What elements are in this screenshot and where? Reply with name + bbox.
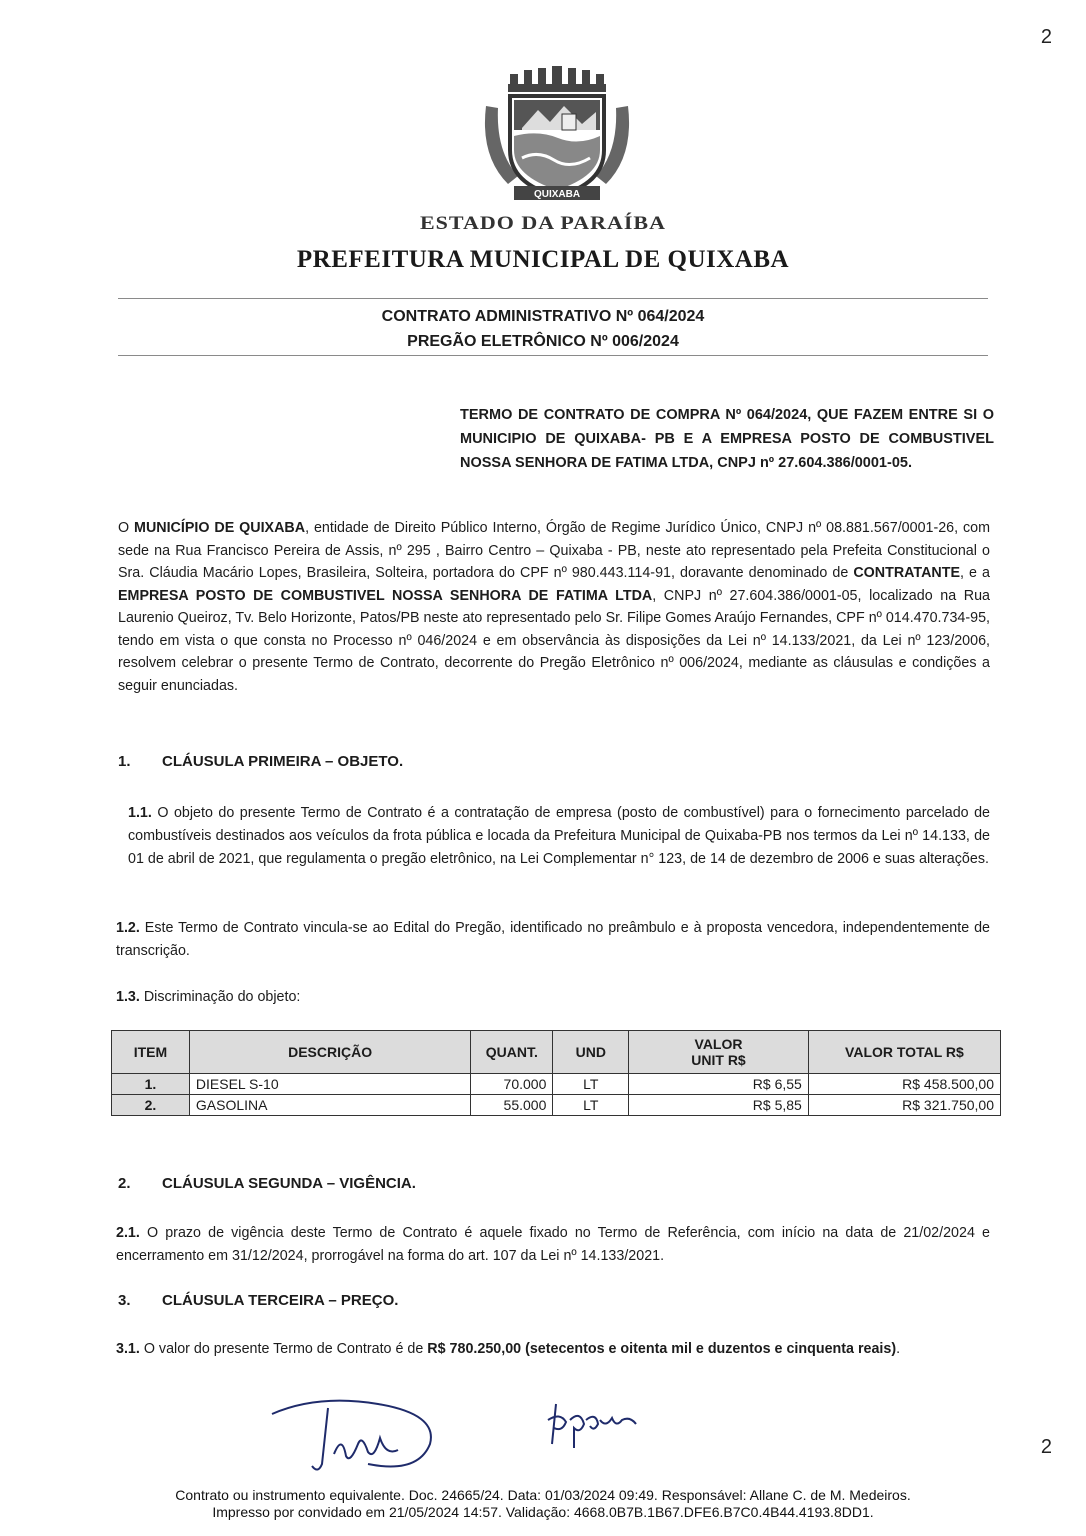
preamble-text: , e a <box>960 565 990 581</box>
items-table <box>111 1030 1001 1116</box>
divider <box>118 298 988 299</box>
cell-quant: 70.000 <box>471 1074 553 1095</box>
col-descricao: DESCRIÇÃO <box>189 1031 470 1074</box>
preamble-text: , CNPJ nº 27.604.386/0001-05, localizado na Rua Laurenio Queiroz, Tv. Belo Horizonte, Patos/PB neste ato representado pelo Sr. Filipe Gomes Araújo Fernandes, CPF nº 014.470.734-95, tendo em vista o que consta no Processo nº 046/2024 e em observância às disposições da Lei nº 14.133/2021, da Lei nº 123/2006, resolvem celebrar o presente Termo de Contrato, decorrente do Pregão Eletrônico nº 006/2024, mediante as cláusulas e condições a seguir enunciadas. <box>118 587 990 694</box>
table-row <box>112 1074 1001 1095</box>
validation-footer <box>0 1487 1086 1521</box>
footer-line-1: Contrato ou instrumento equivalente. Doc. 24665/24. Data: 01/03/2024 09:49. Responsável: Allane C. de M. Medeiros. <box>175 1487 911 1503</box>
paragraph-1-2 <box>116 917 990 963</box>
clause-title: CLÁUSULA TERCEIRA – PREÇO. <box>162 1292 399 1309</box>
preamble-text: O <box>118 520 135 536</box>
col-und: UND <box>553 1031 629 1074</box>
cell-und: LT <box>553 1095 629 1116</box>
paragraph-text: Discriminação do objeto: <box>139 989 301 1005</box>
paragraph-text: . <box>896 1341 901 1357</box>
contract-value: R$ 780.250,00 <box>427 1341 522 1357</box>
paragraph-1-3 <box>116 986 990 1009</box>
state-name: ESTADO DA PARAÍBA <box>420 211 666 234</box>
cell-valor-unit: R$ 5,85 <box>629 1095 809 1116</box>
paragraph-number: 2.1. <box>116 1225 140 1241</box>
clause-number: 3. <box>118 1292 131 1309</box>
cell-descricao: GASOLINA <box>189 1095 470 1116</box>
cell-descricao: DIESEL S-10 <box>189 1074 470 1095</box>
col-item: ITEM <box>112 1031 190 1074</box>
col-valor-unit-line1: VALOR <box>694 1036 743 1052</box>
page-number-top: 2 <box>1040 26 1052 48</box>
contract-value-words: cinquenta reais) <box>786 1341 897 1357</box>
clause-title: CLÁUSULA SEGUNDA – VIGÊNCIA. <box>162 1175 416 1192</box>
footer-line-2: Impresso por convidado em 21/05/2024 14:57. Validação: 4668.0B7B.1B67.DFE6.B7C0.4B44.4193.8DD1. <box>212 1504 874 1520</box>
crest-label: QUIXABA <box>533 189 581 200</box>
paragraph-text: O objeto do presente Termo de Contrato é a contratação de empresa (posto de combustível) para o fornecimento parcelado de combustíveis destinados aos veículos da frota pública e locada da Prefeitura Municipal de Quixaba-PB nos termos da Lei nº 14.133, de 01 de abril de 2021, que regulamenta o pregão eletrônico, na Lei Complementar n° 123, de 14 de dezembro de 2006 e suas alterações. <box>128 805 990 867</box>
paragraph-text: O prazo de vigência deste Termo de Contrato é aquele fixado no Termo de Referência, com início na data de 21/02/2024 e encerramento em 31/12/2024, prorrogável na forma do art. 107 da Lei nº 14.133/2021. <box>116 1225 990 1264</box>
page-number-bottom: 2 <box>1040 1436 1052 1458</box>
preamble-paragraph <box>118 517 990 697</box>
preamble-bold: EMPRESA POSTO DE COMBUSTIVEL NOSSA SENHORA DE FATIMA LTDA <box>118 587 653 604</box>
municipality-name: PREFEITURA MUNICIPAL DE QUIXABA <box>296 246 790 273</box>
col-valor-unit <box>629 1031 809 1074</box>
paragraph-3-1 <box>116 1338 990 1361</box>
cell-und: LT <box>553 1074 629 1095</box>
cell-valor-total: R$ 458.500,00 <box>808 1074 1000 1095</box>
paragraph-number: 1.3. <box>116 989 140 1005</box>
clause-3-heading <box>118 1292 398 1309</box>
col-valor-unit-line2: UNIT R$ <box>691 1052 746 1068</box>
col-quant: QUANT. <box>471 1031 553 1074</box>
preamble-bold: CONTRATANTE <box>853 565 961 581</box>
paragraph-number: 1.2. <box>116 920 140 936</box>
paragraph-number: 3.1. <box>116 1341 140 1357</box>
preamble-text: , entidade de Direito Público Interno, Órgão de Regime Jurídico Único, CNPJ nº 08.881.567/0001-26, com sede na Rua Francisco Pereira de Assis, nº 295 , Bairro Centro – Quixaba - PB, neste ato representado pela Prefeita Constitucional o Sra. Cláudia Macário Lopes, Brasileira, Solteira, portadora do CPF nº 980.443.114-91, doravante denominado de <box>118 520 991 581</box>
pregao-number: PREGÃO ELETRÔNICO Nº 006/2024 <box>407 333 679 350</box>
paragraph-1-1 <box>128 802 990 871</box>
municipal-crest-icon <box>478 66 636 206</box>
table-row <box>112 1095 1001 1116</box>
signature-contratante <box>258 1394 458 1480</box>
table-header-row <box>112 1031 1001 1074</box>
col-valor-total: VALOR TOTAL R$ <box>808 1031 1000 1074</box>
paragraph-2-1 <box>116 1222 990 1268</box>
paragraph-text: Este Termo de Contrato vincula-se ao Edital do Pregão, identificado no preâmbulo e à proposta vencedora, independentemente de transcrição. <box>116 920 990 959</box>
cell-item: 2. <box>112 1095 190 1116</box>
signature-contratada <box>540 1398 650 1458</box>
paragraph-text: O valor do presente Termo de Contrato é de <box>139 1341 428 1357</box>
cell-quant: 55.000 <box>471 1095 553 1116</box>
cell-valor-total: R$ 321.750,00 <box>808 1095 1000 1116</box>
paragraph-number: 1.1. <box>128 805 152 821</box>
clause-title: CLÁUSULA PRIMEIRA – OBJETO. <box>162 753 404 770</box>
clause-number: 1. <box>118 753 131 770</box>
contract-summary: TERMO DE CONTRATO DE COMPRA Nº 064/2024, QUE FAZEM ENTRE SI O MUNICIPIO DE QUIXABA- PB E A EMPRESA POSTO DE COMBUSTIVEL NOSSA SENHORA DE FATIMA LTDA, CNPJ nº 27.604.386/0001-05. <box>460 407 994 471</box>
clause-2-heading <box>118 1175 416 1192</box>
preamble-bold: MUNICÍPIO DE QUIXABA <box>134 520 306 536</box>
cell-item: 1. <box>112 1074 190 1095</box>
divider <box>118 355 988 356</box>
clause-number: 2. <box>118 1175 131 1192</box>
clause-1-heading <box>118 753 403 770</box>
contract-number: CONTRATO ADMINISTRATIVO Nº 064/2024 <box>381 308 705 325</box>
contract-value-words: (setecentos e oitenta mil e duzentos e <box>521 1341 787 1357</box>
cell-valor-unit: R$ 6,55 <box>629 1074 809 1095</box>
